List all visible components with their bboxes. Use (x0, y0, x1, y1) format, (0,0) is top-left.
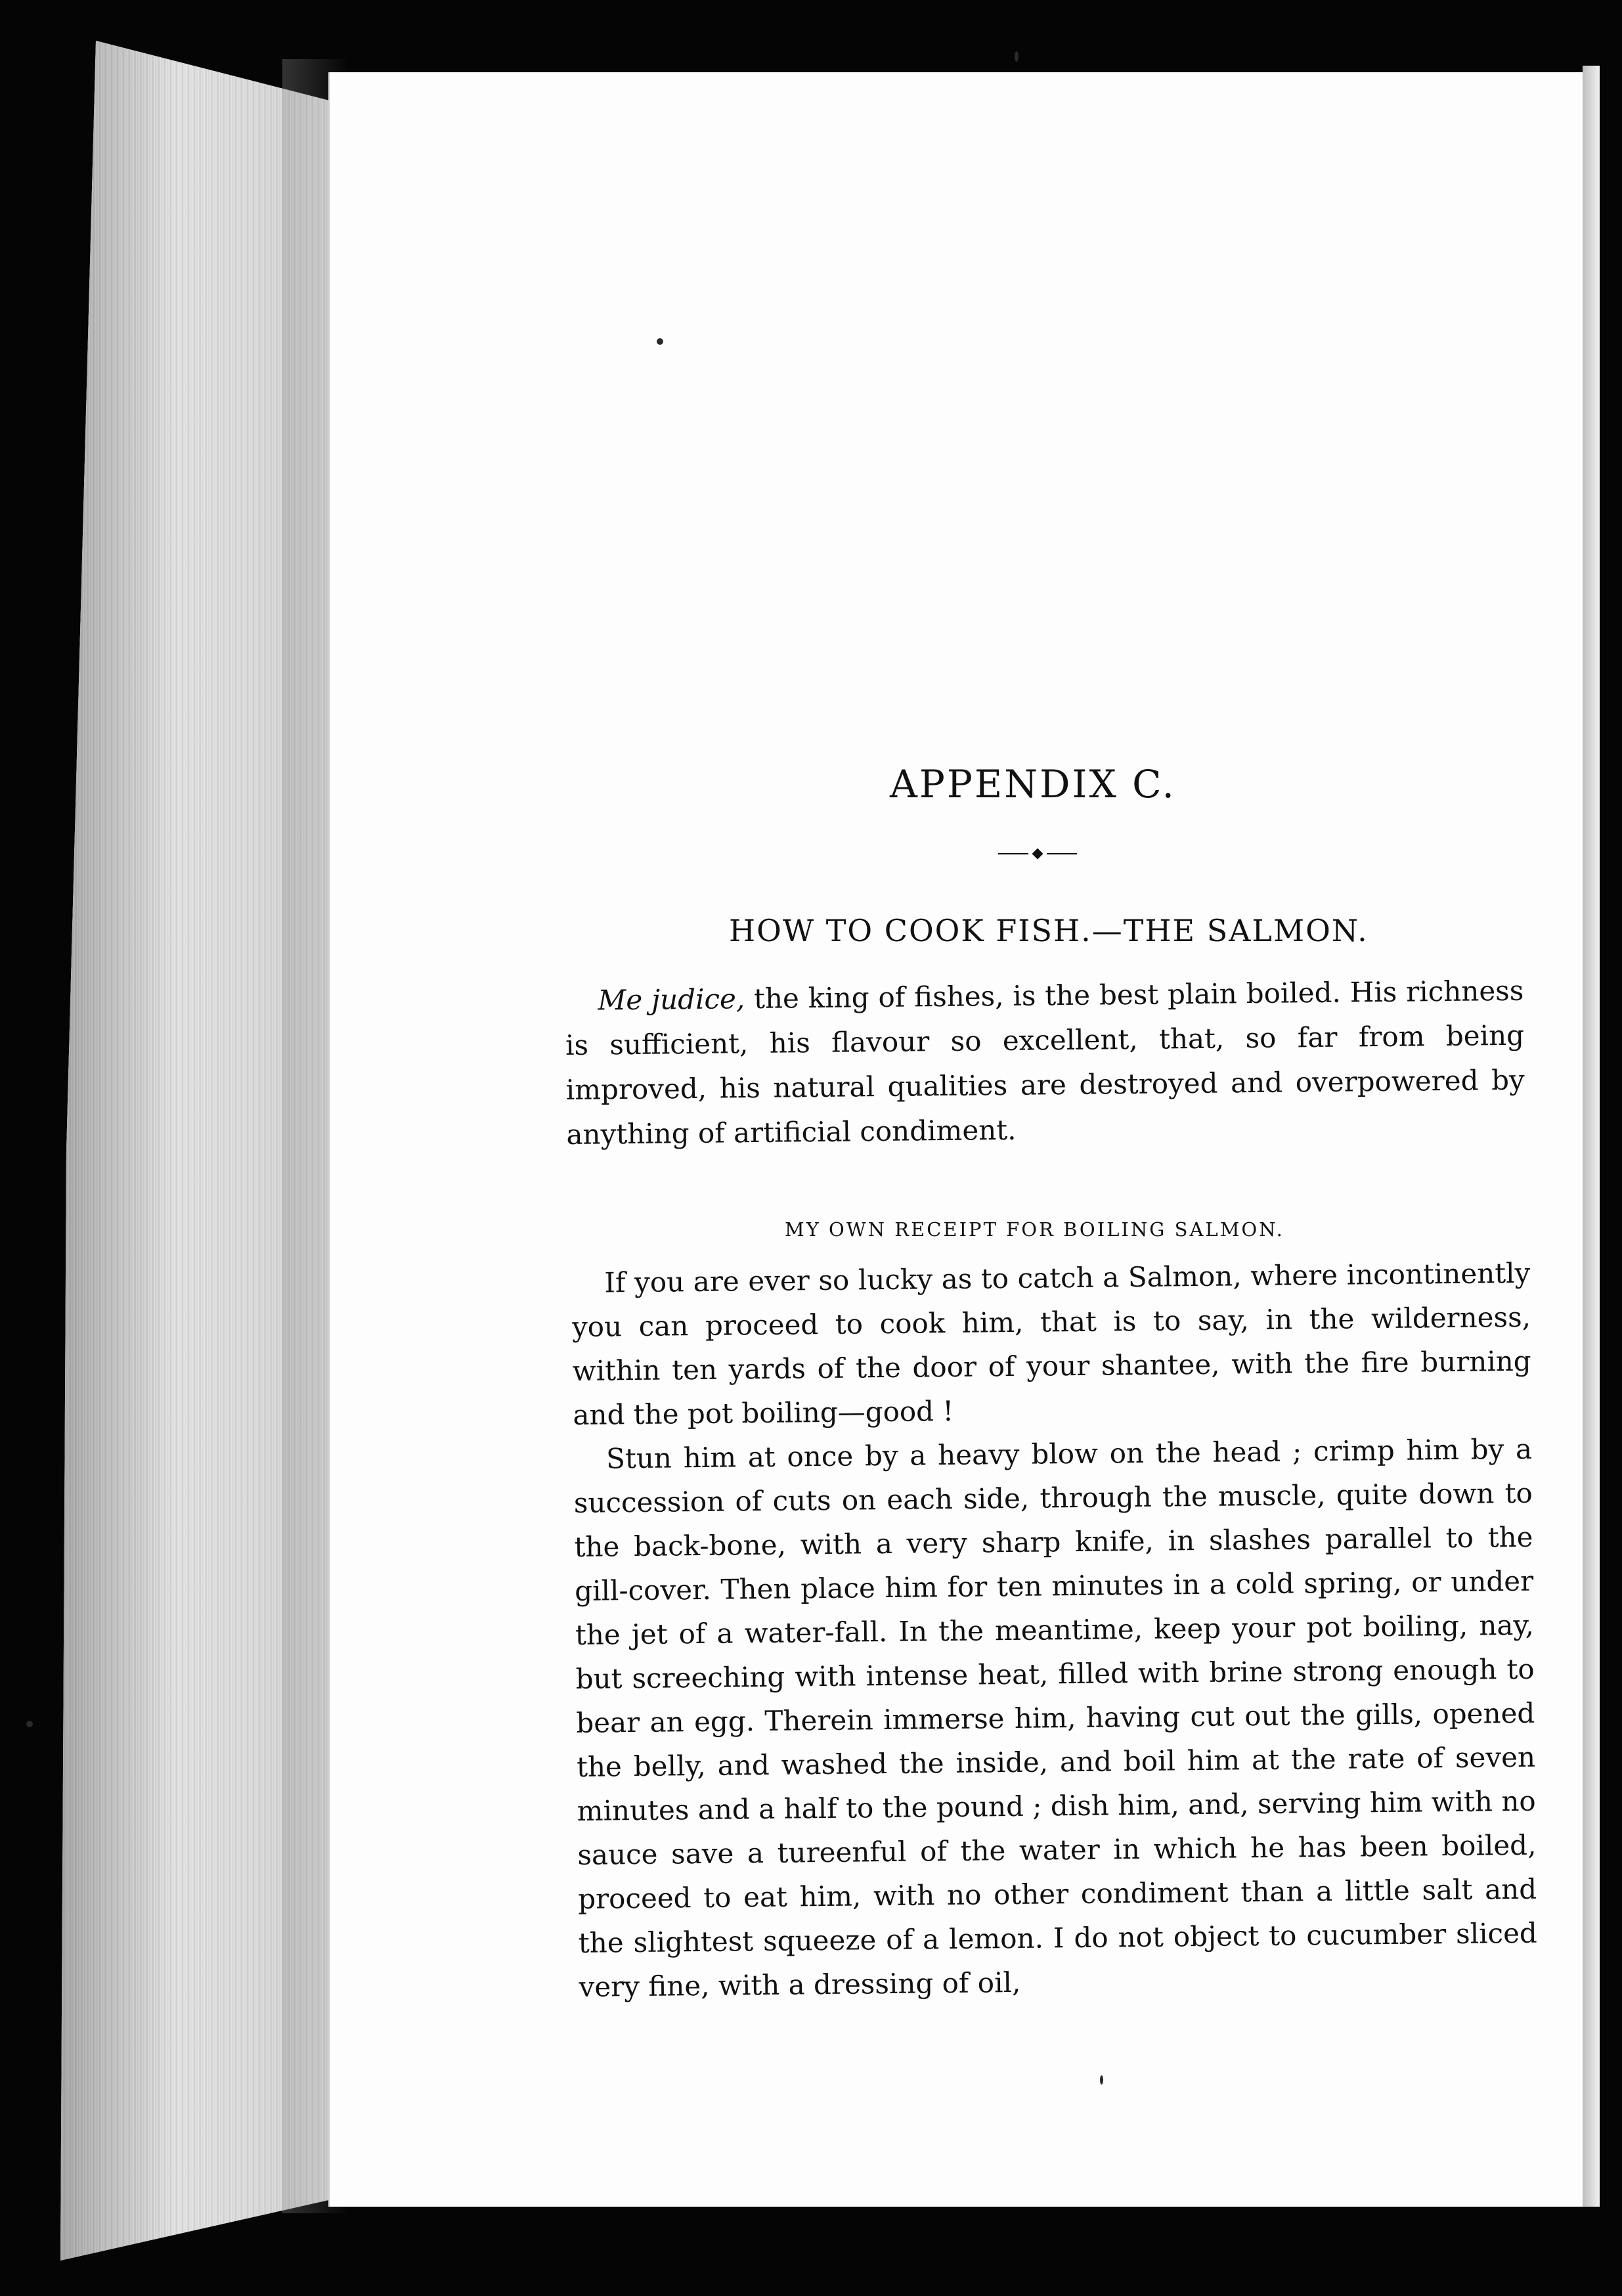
ink-speck (657, 338, 663, 345)
intro-lead-italic: Me judice, (598, 982, 745, 1017)
ink-speck (26, 1721, 33, 1727)
intro-paragraph (565, 969, 1525, 1157)
ornamental-divider (998, 847, 1077, 860)
ink-speck (1100, 2075, 1103, 2085)
section-heading: HOW TO COOK FISH.—THE SALMON. (729, 913, 1369, 948)
right-page-edge (1583, 66, 1600, 2207)
receipt-subheading: MY OWN RECEIPT FOR BOILING SALMON. (785, 1218, 1284, 1241)
body-paragraph: If you are ever so lucky as to catch a Salmon, where incontinently you can proceed to cook him, that is to say, in the wilderness, within ten yards of the door of your shantee, with the fire burning and the pot boiling—good ! (571, 1256, 1531, 1431)
intro-text: the king of fishes, is the best plain boiled. His richness is sufficient, his flavour so excellent, that, so far from being improved, his natural qualities are destroyed and overpowered by anything of artificial condiment. (565, 974, 1525, 1151)
appendix-title: APPENDIX C. (890, 762, 1176, 806)
ink-speck (1015, 51, 1019, 62)
body-paragraph: Stun him at once by a heavy blow on the head ; crimp him by a succession of cuts on each side, through the muscle, quite down to the back-bone, with a very sharp knife, in slashes parallel to the gill-cover. Then place him for ten minutes in a cold spring, or under the jet of a water-fall. In the meantime, keep your pot boiling, nay, but screeching with intense heat, filled with brine strong enough to bear an egg. Therein immerse him, having cut out the gills, opened the belly, and washed the inside, and boil him at the rate of seven minutes and a half to the pound ; dish him, and, serving him with no sauce save a tureenful of the water in which he has been boiled, proceed to eat him, with no other condiment than a little salt and the slightest squeeze of a lemon. I do not object to cucumber sliced very fine, with a dressing of oil, (573, 1432, 1538, 2003)
receipt-body (571, 1251, 1538, 2009)
